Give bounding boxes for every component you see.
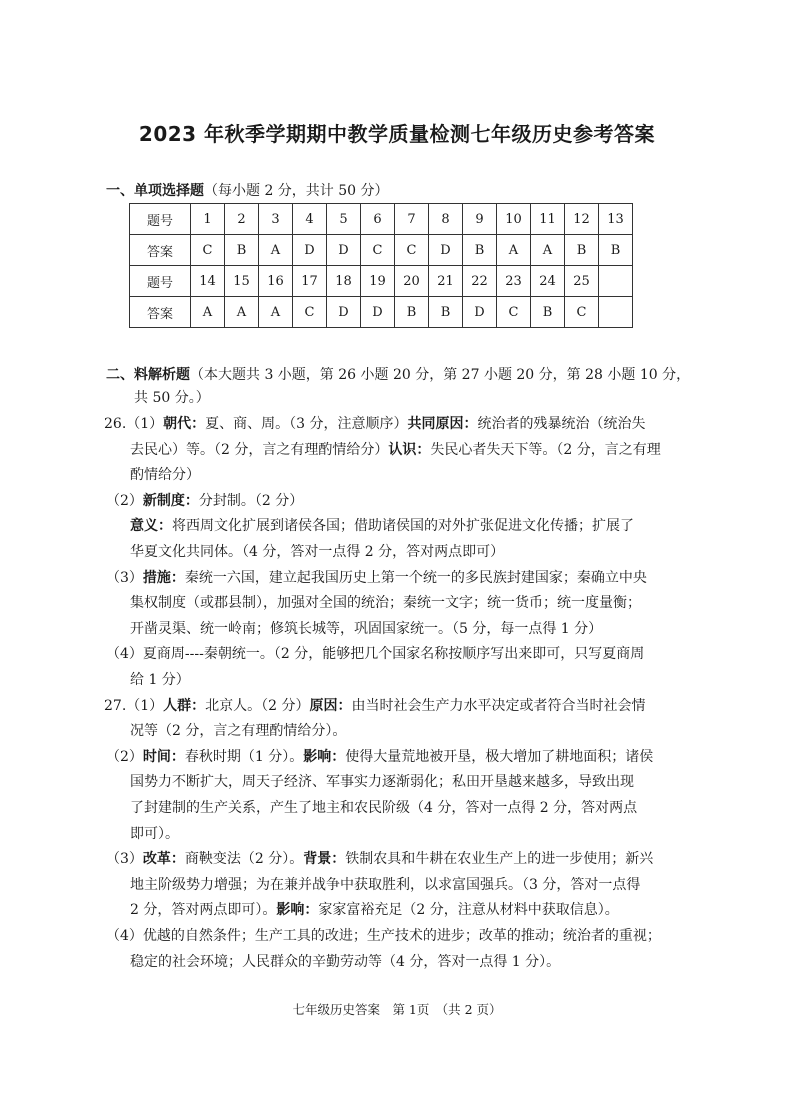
question-number: 13 [599,204,633,235]
answer-cell: B [225,235,259,266]
question-number: 8 [429,204,463,235]
question-number: 2 [225,204,259,235]
section-1-heading [106,180,389,200]
question-number: 4 [293,204,327,235]
answer-cell: C [361,235,395,266]
answer-cell: B [463,235,497,266]
keyword-common-cause: 共同原因： [407,416,478,432]
question-number: 9 [463,204,497,235]
keyword-dynasty: 朝代： [163,416,206,432]
row-label: 题号 [130,266,191,297]
answer-text: 将西周文化扩展到诸侯各国；借助诸侯国的对外扩张促进文化传播；扩展了 [172,518,634,535]
keyword-measures: 措施： [142,569,185,586]
question-number: 11 [531,204,565,235]
table-row-answers-1 [130,235,633,266]
row-label: 答案 [130,297,191,328]
answer-cell: D [429,235,463,266]
q27-part3-line3 [130,898,619,924]
question-number: 7 [395,204,429,235]
answer-cell: D [327,235,361,266]
q27-part1-line2: 况等（2 分，言之有理酌情给分）。 [130,723,347,740]
part-number: （3） [106,851,143,868]
answer-cell: B [429,297,463,328]
question-number: 15 [225,266,259,297]
part-number: （2） [106,492,143,509]
answer-text: 使得大量荒地被开垦，极大增加了耕地面积；诸侯 [345,748,654,765]
keyword-reason: 原因： [309,697,352,714]
answer-cell: B [565,235,599,266]
answer-cell: D [293,235,327,266]
answer-cell [599,297,633,328]
answer-text: 夏商周----秦朝统一。（2 分，能够把几个国家名称按顺序写出来即可，只写夏商周 [142,646,645,663]
q26-part1-line1 [104,412,646,438]
q27-number: 27.（1） [104,697,164,714]
keyword-reform: 改革： [142,851,185,868]
answer-cell: C [191,235,225,266]
question-number: 19 [361,266,395,297]
q27-part1-line1 [104,694,646,720]
answer-cell: A [259,297,293,328]
answer-text: 分封制。（2 分） [198,492,304,509]
answer-cell: A [531,235,565,266]
question-number: 10 [497,204,531,235]
question-number: 24 [531,266,565,297]
q27-part4-line2: 稳定的社会环境；人民群众的辛勤劳动等（4 分，答对一点得 1 分）。 [130,953,561,970]
q26-part2-line1 [106,489,303,515]
answer-cell: D [463,297,497,328]
keyword-group: 人群： [163,697,206,714]
page-footer: 七年级历史答案 第 1页 （共 2 页） [292,1002,502,1017]
answer-cell: A [497,235,531,266]
answer-text: 统治者的残暴统治（统治失 [477,416,646,432]
answer-cell: A [225,297,259,328]
answer-text: 夏、商、周。（3 分，注意顺序） [205,416,408,432]
question-number: 1 [191,204,225,235]
row-label: 答案 [130,235,191,266]
answer-table [129,203,633,328]
question-number: 23 [497,266,531,297]
question-number: 5 [327,204,361,235]
question-number: 21 [429,266,463,297]
question-number [599,266,633,297]
answer-cell: B [395,297,429,328]
keyword-impact: 影响： [303,748,346,765]
answer-cell: C [293,297,327,328]
answer-cell: D [361,297,395,328]
question-number: 17 [293,266,327,297]
answer-cell: C [395,235,429,266]
q27-part3-line2: 地主阶级势力增强；为在兼并战争中获取胜利，以求富国强兵。（3 分，答对一点得 [130,876,641,893]
answer-text: 由当时社会生产力水平决定或者符合当时社会情 [351,697,646,714]
q27-part2-line1 [106,745,653,771]
answer-text: 家家富裕充足（2 分，注意从材料中获取信息）。 [318,902,619,919]
answer-cell: B [531,297,565,328]
q27-part2-line2: 国势力不断扩大，周天子经济、军事实力逐渐弱化；私田开垦越来越多，导致出现 [130,774,634,791]
part-number: （3） [106,569,143,586]
answer-cell: C [497,297,531,328]
answer-text: 春秋时期（1 分）。 [184,748,304,765]
answer-cell: B [599,235,633,266]
keyword-impact: 影响： [276,902,319,919]
question-number: 14 [191,266,225,297]
question-number: 18 [327,266,361,297]
q26-part4-line1 [106,642,644,668]
section-2-title: 二、料解析题 [106,367,190,383]
section-1-title: 一、单项选择题 [106,183,204,199]
question-number: 22 [463,266,497,297]
answer-text: 铁制农具和牛耕在农业生产上的进一步使用；新兴 [345,851,654,868]
answer-text: 商鞅变法（2 分）。 [184,851,304,868]
table-row-numbers-2 [130,266,633,297]
question-number: 6 [361,204,395,235]
part-number: （4） [106,928,143,944]
answer-text: 2 分，答对两点即可）。 [130,902,277,919]
keyword-understanding: 认识： [388,441,431,458]
table-row-answers-2 [130,297,633,328]
keyword-new-system: 新制度： [142,492,199,509]
table-row-numbers-1 [130,204,633,235]
page-title: 2023 年秋季学期期中教学质量检测七年级历史参考答案 [138,122,656,146]
q27-part2-line4: 即可）。 [130,825,179,842]
answer-text: 失民心者失天下等。（2 分，言之有理 [430,441,661,458]
part-number: （2） [106,748,143,765]
q26-part4-line2: 给 1 分） [130,672,190,688]
part-number: （4） [106,646,143,663]
q26-part1-line3: 酌情给分） [130,467,200,484]
q26-part3-line3: 开凿灵渠、统一岭南；修筑长城等，巩固国家统一。（5 分，每一点得 1 分） [130,620,603,637]
question-number: 16 [259,266,293,297]
question-number: 20 [395,266,429,297]
q27-part2-line3: 了封建制的生产关系，产生了地主和农民阶级（4 分，答对一点得 2 分，答对两点 [130,800,638,816]
answer-text: 秦统一六国，建立起我国历史上第一个统一的多民族封建国家；秦确立中央 [184,569,647,586]
q26-part1-line2 [130,438,661,464]
answer-cell: C [565,297,599,328]
row-label: 题号 [130,204,191,235]
keyword-time: 时间： [142,748,185,765]
section-2-heading [106,364,690,384]
question-number: 12 [565,204,599,235]
answer-text: 优越的自然条件；生产工具的改进；生产技术的进步；改革的推动；统治者的重视； [142,928,661,944]
question-number: 25 [565,266,599,297]
question-number: 3 [259,204,293,235]
q26-number: 26.（1） [104,416,164,432]
q26-part3-line1 [106,566,647,592]
q27-part4-line1 [106,924,661,950]
q26-part2-line2 [130,514,634,540]
answer-cell: A [259,235,293,266]
answer-cell: D [327,297,361,328]
q27-part3-line1 [106,847,653,873]
section-1-note: （每小题 2 分，共计 50 分） [204,183,389,199]
q26-part3-line2: 集权制度（或郡县制），加强对全国的统治；秦统一文字；统一货币；统一度量衡； [130,595,641,612]
section-2-note-cont: 共 50 分。） [134,390,210,406]
answer-text: 北京人。（2 分） [205,697,310,714]
keyword-significance: 意义： [130,518,172,535]
keyword-background: 背景： [303,851,346,868]
answer-text: 去民心）等。（2 分，言之有理酌情给分） [130,441,389,458]
q26-part2-line3: 华夏文化共同体。（4 分，答对一点得 2 分，答对两点即可） [130,544,505,560]
answer-cell: A [191,297,225,328]
section-2-note: （本大题共 3 小题，第 26 小题 20 分，第 27 小题 20 分，第 28 小题 10 分， [190,367,691,383]
